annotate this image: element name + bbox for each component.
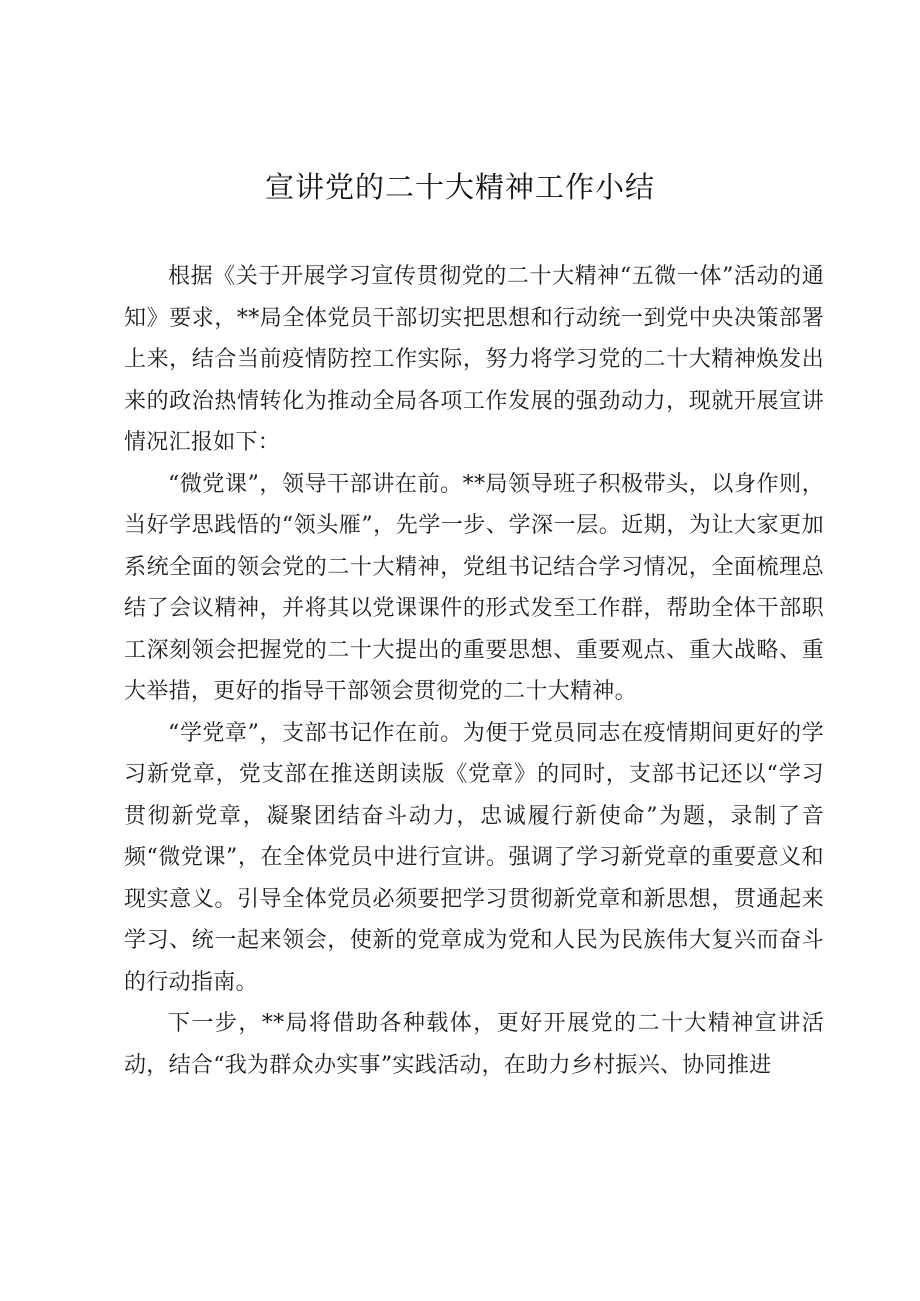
- paragraph-party-constitution: “学党章”，支部书记作在前。为便于党员同志在疫情期间更好的学习新党章，党支部在推送朗读版《党章》的同时，支部书记还以“学习贯彻新党章，凝聚团结奋斗动力，忠诚履行新使命”为题，录制了音频“微党课”，在全体党员中进行宣讲。强调了学习新党章的重要意义和现实意义。引导全体党员必须要把学习贯彻新党章和新思想，贯通起来学习、统一起来领会，使新的党章成为党和人民为民族伟大复兴而奋斗的行动指南。: [124, 720, 824, 995]
- paragraph-next-steps: 下一步，**局将借助各种载体，更好开展党的二十大精神宣讲活动，结合“我为群众办实事”实践活动，在助力乡村振兴、协同推进: [124, 1011, 824, 1078]
- document-body: [124, 256, 824, 1086]
- paragraph-micro-lecture: “微党课”，领导干部讲在前。**局领导班子积极带头，以身作则，当好学思践悟的“领头雁”，先学一步、学深一层。近期，为让大家更加系统全面的领会党的二十大精神，党组书记结合学习情况，全面梳理总结了会议精神，并将其以党课课件的形式发至工作群，帮助全体干部职工深刻领会把握党的二十大提出的重要思想、重要观点、重大战略、重大举措，更好的指导干部领会贯彻党的二十大精神。: [124, 471, 824, 704]
- document-title: 宣讲党的二十大精神工作小结: [264, 170, 655, 204]
- paragraph-intro: 根据《关于开展学习宣传贯彻党的二十大精神“五微一体”活动的通知》要求，**局全体党员干部切实把思想和行动统一到党中央决策部署上来，结合当前疫情防控工作实际，努力将学习党的二十大精神焕发出来的政治热情转化为推动全局各项工作发展的强劲动力，现就开展宣讲情况汇报如下：: [124, 264, 824, 455]
